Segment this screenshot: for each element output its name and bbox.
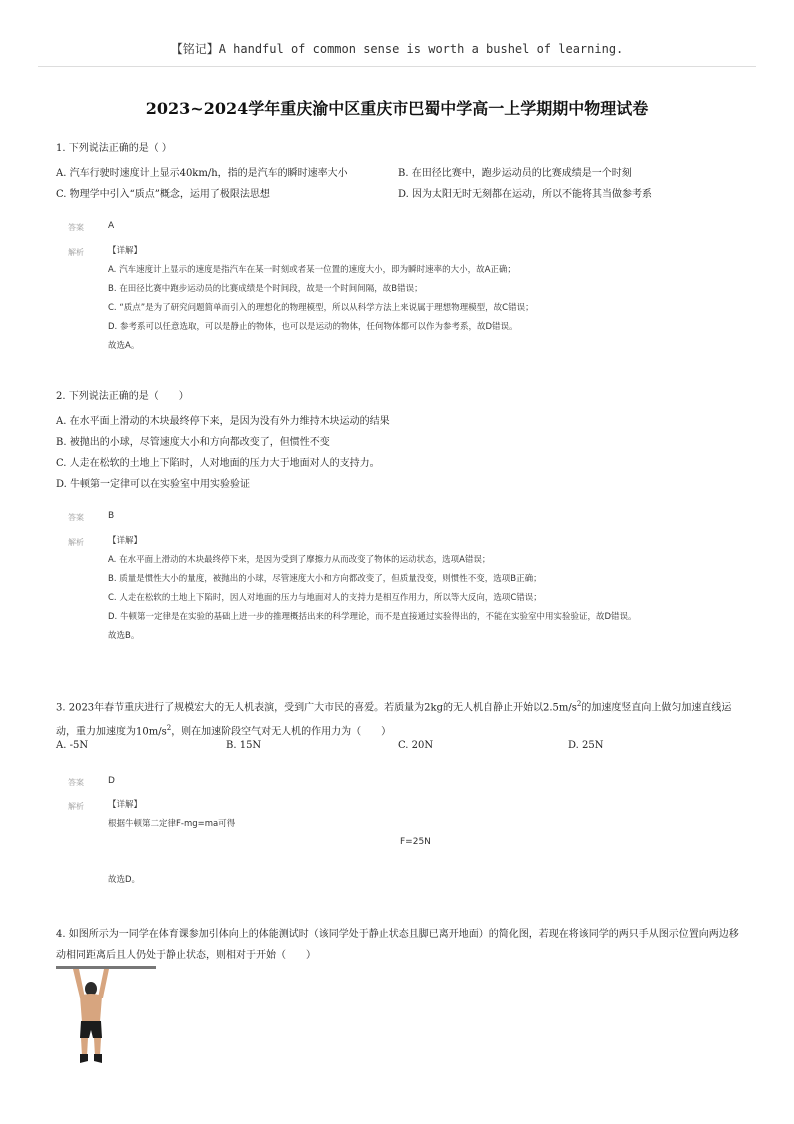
q2-answer: B — [108, 511, 115, 521]
explanation-line: A. 在水平面上滑动的木块最终停下来，是因为受到了摩擦力从而改变了物体的运动状态，选项A错误； — [108, 555, 491, 565]
q1-answer-label: 答案 — [68, 223, 84, 232]
explanation-line: D. 参考系可以任意选取，可以是静止的物体，也可以是运动的物体，任何物体都可以作为参考系，故D错误。 — [108, 322, 518, 332]
pull-up-figure — [56, 964, 156, 1070]
q2-option-b[interactable]: B. 被抛出的小球，尽管速度大小和方向都改变了，但惯性不变 — [56, 437, 330, 448]
horizontal-bar — [56, 966, 156, 969]
q1-explanation — [108, 242, 728, 356]
explanation-line: B. 质量是惯性大小的量度，被抛出的小球，尽管速度大小和方向都改变了，但质量没变，则惯性不变，选项B正确； — [108, 574, 542, 584]
q1-answer: A — [108, 221, 115, 231]
page-title: 2023~2024学年重庆渝中区重庆市巴蜀中学高一上学期期中物理试卷 — [145, 99, 649, 118]
athlete-figure — [73, 969, 109, 1063]
q3-stem — [56, 694, 746, 743]
q2-explanation — [108, 532, 728, 646]
q3-option-b[interactable]: B. 15N — [226, 740, 262, 751]
explanation-line: D. 牛顿第一定律是在实验的基础上进一步的推理概括出来的科学理论，而不是直接通过实验得出的，不能在实验室中用实验验证，故D错误。 — [108, 612, 637, 622]
q1-analysis-label: 解析 — [68, 248, 84, 257]
q2-option-c[interactable]: C. 人走在松软的土地上下陷时，人对地面的压力大于地面对人的支持力。 — [56, 458, 380, 469]
q1-option-c[interactable]: C. 物理学中引入“质点”概念，运用了极限法思想 — [56, 189, 270, 200]
q3-analysis-label: 解析 — [68, 802, 84, 811]
q1-option-d[interactable]: D. 因为太阳无时无刻都在运动，所以不能将其当做参考系 — [398, 189, 653, 200]
q3-stem-part: 3. 2023年春节重庆进行了规模宏大的无人机表演，受到广大市民的喜爱。若质量为2kg的无人机自静止开始以2.5m/s — [56, 702, 577, 714]
q3-option-c[interactable]: C. 20N — [398, 740, 434, 751]
q2-analysis-label: 解析 — [68, 538, 84, 547]
q1-option-a[interactable]: A. 汽车行驶时速度计上显示40km/h，指的是汽车的瞬时速率大小 — [56, 168, 348, 179]
motto: 【铭记】A handful of common sense is worth a bushel of learning. — [170, 42, 624, 56]
explanation-line: B. 在田径比赛中跑步运动员的比赛成绩是个时间段，故是一个时间间隔，故B错误； — [108, 284, 423, 294]
explanation-line: 故选A。 — [108, 341, 140, 351]
q3-superscript: 2 — [576, 700, 582, 708]
q1-stem: 1. 下列说法正确的是（ ） — [56, 143, 172, 154]
q2-option-a[interactable]: A. 在水平面上滑动的木块最终停下来，是因为没有外力维持木块运动的结果 — [56, 416, 390, 427]
q3-stem-part: 的加速度竖直向上做匀加速直线运动，重力加速度为10m/s — [56, 702, 732, 738]
explanation-line: 【详解】 — [108, 246, 143, 256]
explanation-line: 【详解】 — [108, 800, 143, 810]
explanation-line: 故选B。 — [108, 631, 140, 641]
q2-option-d[interactable]: D. 牛顿第一定律可以在实验室中用实验验证 — [56, 479, 251, 490]
q1-option-b[interactable]: B. 在田径比赛中，跑步运动员的比赛成绩是一个时刻 — [398, 168, 632, 179]
q3-conclusion: 故选D。 — [108, 875, 141, 885]
q3-option-d[interactable]: D. 25N — [568, 740, 604, 751]
header-divider — [38, 66, 756, 67]
q2-stem: 2. 下列说法正确的是（ ） — [56, 391, 189, 402]
explanation-line: 【详解】 — [108, 536, 143, 546]
explanation-line: C. 人走在松软的土地上下陷时，因人对地面的压力与地面对人的支持力是相互作用力，所以等大反向，选项C错误； — [108, 593, 542, 603]
explanation-line: C. “质点”是为了研究问题简单而引入的理想化的物理模型，所以从科学方法上来说属于理想物理模型，故C错误； — [108, 303, 534, 313]
q3-superscript: 2 — [166, 724, 172, 733]
q3-option-a[interactable]: A. -5N — [56, 740, 89, 751]
q3-answer: D — [108, 776, 115, 786]
q4-stem: 4. 如图所示为一同学在体育课参加引体向上的体能测试时（该同学处于静止状态且脚已离开地面）的简化图，若现在将该同学的两只手从图示位置向两边移动相同距离后且人仍处于静止状态，则相对于开始（ ） — [56, 929, 739, 961]
q3-formula: F=25N — [400, 837, 431, 847]
q3-explanation — [108, 796, 728, 834]
q3-stem-part: ，则在加速阶段空气对无人机的作用力为（ ） — [171, 726, 392, 738]
q3-answer-label: 答案 — [68, 778, 84, 787]
q2-answer-label: 答案 — [68, 513, 84, 522]
explanation-line: A. 汽车速度计上显示的速度是指汽车在某一时刻或者某一位置的速度大小，即为瞬时速率的大小，故A正确； — [108, 265, 516, 275]
explanation-line: 根据牛顿第二定律F-mg=ma可得 — [108, 819, 236, 829]
